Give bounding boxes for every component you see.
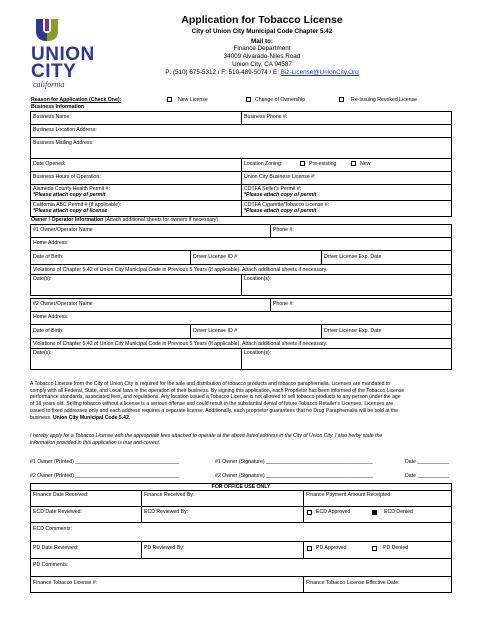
- page-title: Application for Tobacco License: [181, 14, 343, 26]
- ecd-denied-checkbox[interactable]: [372, 510, 377, 515]
- business-heading: Business Information: [31, 104, 85, 110]
- zoning-new-label: New: [360, 161, 371, 167]
- pd-date-reviewed-field[interactable]: PD Date Reviewed:: [33, 545, 79, 551]
- zoning-new-checkbox[interactable]: [351, 161, 356, 166]
- owner1-date-line[interactable]: Date ___________: [405, 459, 450, 465]
- date-opened-field[interactable]: Date Opened:: [33, 161, 66, 167]
- reason-new-label: New License: [178, 97, 208, 103]
- owner2-dl-field[interactable]: Driver License ID #: [193, 328, 238, 334]
- owner1-phone-field[interactable]: Phone #:: [273, 227, 294, 233]
- ecd-comments-field[interactable]: ECD Comments:: [33, 526, 72, 532]
- finance-date-received-field[interactable]: Finance Date Received:: [33, 492, 89, 498]
- logo-california: california: [33, 80, 65, 89]
- owner2-date-line[interactable]: Date ___________: [405, 473, 450, 479]
- owner1-printed-line[interactable]: #1 Owner (Printed) ____________________________________: [30, 459, 180, 465]
- pd-denied-label: PD Denied: [383, 545, 409, 551]
- business-location-field[interactable]: Business Location Address:: [33, 127, 97, 133]
- pd-approved-label: PD Approved: [316, 545, 347, 551]
- business-mailing-field[interactable]: Business Mailing Address:: [33, 140, 94, 146]
- reason-change-checkbox[interactable]: [246, 97, 251, 102]
- owner2-violations-label: Violations of Chapter 5.42 of Union City Municipal Code in Previous 5 Years (If applicable). Attach additional sheets if necessary.: [33, 341, 328, 347]
- alameda-attach-note: *Please attach copy of permit: [33, 192, 106, 198]
- finance-payment-amount-field[interactable]: Finance Payment Amount Receipted:: [306, 492, 392, 498]
- contact-phone-fax: P: (510) 675-5312 / F: 510-489-5074 / E:: [165, 69, 281, 76]
- ecd-date-reviewed-field[interactable]: ECD Date Reviewed:: [33, 509, 83, 515]
- location-zoning-label: Location Zoning:: [244, 161, 283, 167]
- abc-attach-note: *Please attach copy of license: [33, 208, 108, 214]
- owner2-dates-field[interactable]: Date(s):: [33, 350, 52, 356]
- pd-approved-checkbox[interactable]: [307, 546, 312, 551]
- business-phone-field[interactable]: Business Phone #:: [244, 114, 288, 120]
- cdtfa-seller-field[interactable]: CDTFA Seller's Permit #:: [244, 186, 302, 192]
- cdtfa-cigarette-field[interactable]: CDTFA Cigarette/Tobacco License #:: [244, 202, 330, 208]
- union-city-logo-mark: [34, 17, 60, 43]
- owner2-name-field[interactable]: #2 Owner/Operator Name: [33, 301, 93, 307]
- owner1-home-field[interactable]: Home Address:: [33, 240, 69, 246]
- ecd-approved-checkbox[interactable]: [307, 510, 312, 515]
- ecd-approved-label: ECD Approved: [316, 509, 351, 515]
- owner1-dates-field[interactable]: Date(s):: [33, 276, 52, 282]
- email-link[interactable]: Biz-License@UnionCity.Org: [280, 69, 359, 76]
- zoning-preexisting-label: Pre-existing: [309, 161, 337, 167]
- owner1-violations-label: Violations of Chapter 5.42 of Union City Municipal Code in Previous 5 Years (If applicable). Attach additional sheets if necessary.: [33, 267, 328, 273]
- ecd-denied-label: ECD Denied: [384, 509, 413, 515]
- finance-license-number-field[interactable]: Finance Tobacco License #:: [33, 580, 98, 586]
- cdtfa-seller-attach-note: *Please attach copy of permit: [244, 192, 317, 198]
- office-use-heading: FOR OFFICE USE ONLY: [211, 484, 271, 490]
- business-name-field[interactable]: Business Name:: [33, 114, 71, 120]
- uc-business-license-field[interactable]: Union City Business License #:: [244, 174, 316, 180]
- address-line2: Union City, CA 94587: [232, 61, 292, 68]
- owner2-dl-exp-field[interactable]: Driver License Exp. Date: [324, 328, 382, 334]
- finance-license-effective-date-field[interactable]: Finance Tobacco License Effective Date:: [306, 580, 400, 586]
- reason-reissue-label: Re-Issuing Revoked License: [351, 97, 418, 103]
- owner2-dob-field[interactable]: Date of Birth:: [33, 328, 64, 334]
- zoning-preexisting-checkbox[interactable]: [300, 161, 305, 166]
- attestation-text: I hereby apply for a Tobacco License with the appropriate fees attached to operate at the above listed address in the City of Union City. I also herby state the information provided in this application is true and correct.: [30, 433, 383, 446]
- owner1-dl-exp-field[interactable]: Driver License Exp. Date: [324, 254, 382, 260]
- cdtfa-cigarette-attach-note: *Please attach copy of permit: [244, 208, 317, 214]
- owner2-signature-line[interactable]: #2 Owner (Signature) _____________________________________: [215, 473, 373, 479]
- logo: [31, 17, 95, 97]
- abc-permit-field[interactable]: California ABC Permit # (if applicable):: [33, 202, 122, 208]
- reason-change-label: Change of Ownership: [255, 97, 306, 103]
- owner2-locations-field[interactable]: Location(s):: [244, 350, 272, 356]
- pd-reviewed-by-field[interactable]: PD Reviewed By:: [144, 545, 185, 551]
- logo-union: UNION: [31, 44, 95, 65]
- pd-comments-field[interactable]: PD Comments:: [33, 562, 69, 568]
- owner1-dl-field[interactable]: Driver License ID #: [193, 254, 238, 260]
- pd-denied-checkbox[interactable]: [372, 546, 377, 551]
- owner2-printed-line[interactable]: #2 Owner (Printed) ____________________________________: [30, 473, 180, 479]
- reason-reissue-checkbox[interactable]: [339, 97, 344, 102]
- logo-city: CITY: [31, 61, 77, 82]
- owner1-locations-field[interactable]: Location(s):: [244, 276, 272, 282]
- reason-new-checkbox[interactable]: [167, 97, 172, 102]
- address-line1: 34009 Alvarado-Niles Road: [223, 53, 301, 60]
- owner1-signature-line[interactable]: #1 Owner (Signature) _____________________________________: [215, 459, 373, 465]
- page-subtitle: City of Union City Municipal Code Chapter 5.42: [191, 28, 333, 35]
- owner1-name-field[interactable]: #1 Owner/Operator Name: [33, 227, 93, 233]
- finance-received-by-field[interactable]: Finance Received By:: [144, 492, 195, 498]
- ecd-reviewed-by-field[interactable]: ECD Reviewed By:: [144, 509, 189, 515]
- contact-line: [112, 69, 412, 76]
- reason-label: Reason for Application (Check One):: [31, 97, 122, 103]
- mail-to-label: Mail to:: [250, 38, 274, 45]
- owner2-phone-field[interactable]: Phone #:: [273, 301, 294, 307]
- owner2-home-field[interactable]: Home Address:: [33, 314, 69, 320]
- business-hours-field[interactable]: Business Hours of Operation:: [33, 174, 101, 180]
- finance-dept: Finance Department: [233, 45, 291, 52]
- owner1-dob-field[interactable]: Date of Birth:: [33, 254, 64, 260]
- alameda-permit-field[interactable]: Alameda County Health Permit #:: [33, 186, 110, 192]
- license-terms-paragraph: A Tobacco License from the City of Union City is required for the sale and distribution of tobacco products and tobacco paraphernalia. Licenses are mandated to comply with all Federal, State, and Local laws in the operation of their business. By signing this application, each Proprietor has been informed of the Tobacco License performance standards, associated fees, and regulations. Any location issued a Tobacco License is not allowed to sell tobacco products to any person under the age of 18 years old. Selling tobacco without a license is a serious offense and could result in the substantial denial of future Tobacco Retailer's Licenses. Licenses are issued to fixed addresses only and each address requires a separate license. Additionally, each proprietor guarantees that no Drug Paraphernalia will be sold at the business. Union City Municipal Code 5.42.: [30, 381, 405, 421]
- owner-heading: Owner / Operator Information (Attach additional sheets for owners if necessary): [31, 217, 219, 223]
